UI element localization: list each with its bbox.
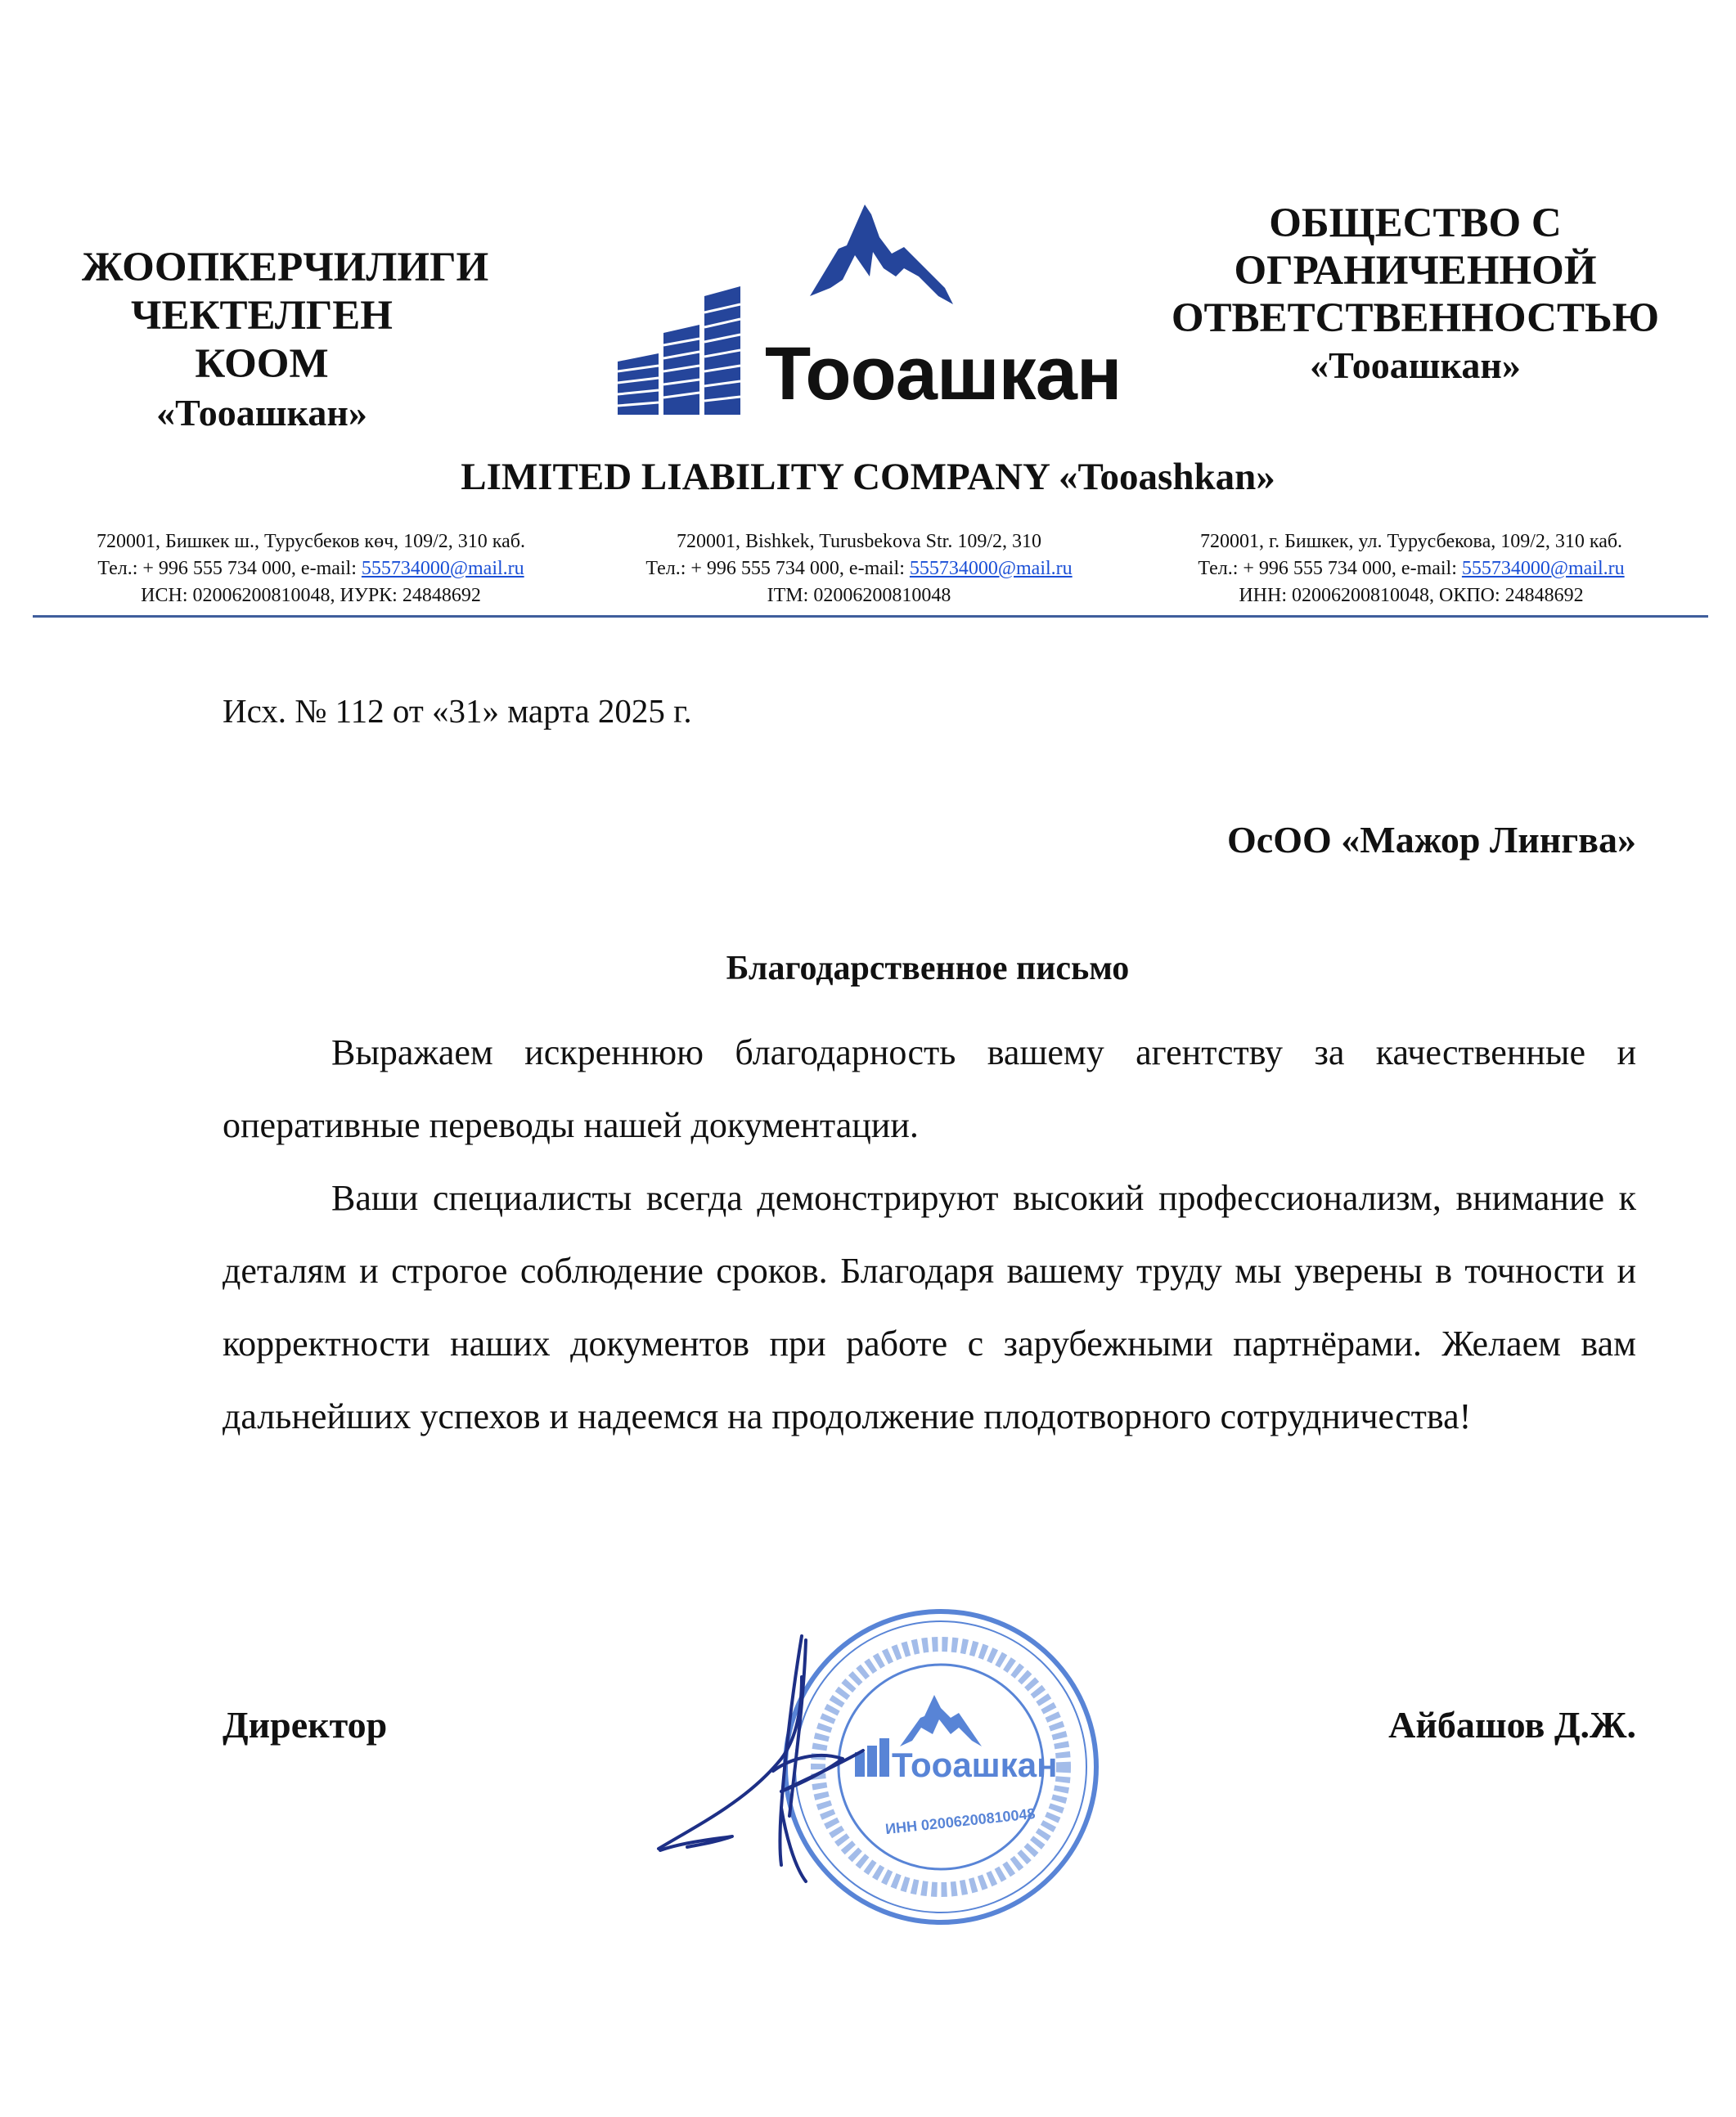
handwritten-signature <box>650 1628 896 1890</box>
company-name-kyrgyz <box>82 244 489 437</box>
mountain-icon <box>810 205 953 304</box>
phone-line <box>1125 555 1698 582</box>
letter-title: Благодарственное письмо <box>726 950 1130 987</box>
phone: Тел.: + 996 555 734 000, e-mail: <box>97 558 362 579</box>
email-link[interactable]: 555734000@mail.ru <box>361 558 524 579</box>
company-name-english: LIMITED LIABILITY COMPANY «Tooashkan» <box>461 456 1275 498</box>
address: 720001, Bishkek, Turusbekova Str. 109/2, 310 <box>676 531 1042 552</box>
reference-number: Исх. № 112 от «31» марта 2025 г. <box>223 692 692 730</box>
phone: Тел.: + 996 555 734 000, e-mail: <box>645 558 910 579</box>
email-link[interactable]: 555734000@mail.ru <box>1461 558 1625 579</box>
kg-name: «Тооашкан» <box>156 392 367 434</box>
stamp-logo-text: Тооашкан <box>892 1746 1058 1784</box>
contacts-russian <box>1125 528 1698 609</box>
registration-ids: ITM: 02006200810048 <box>767 585 951 606</box>
contacts-english <box>581 528 1137 609</box>
paragraph-1: Выражаем искреннюю благодарность вашему агентству за качественные и оперативные переводы нашей документации. <box>223 1032 1636 1145</box>
logo-wordmark: Тооашкан <box>765 332 1122 416</box>
paragraph-2: Ваши специалисты всегда демонстрируют высокий профессионализм, внимание к деталям и строгое соблюдение сроков. Благодаря вашему труду мы уверены в точности и корректности наших документов при работе с зарубежными партнёрами. Желаем вам дальнейших успехов и надеемся на продолжение плодотворного сотрудничества! <box>223 1178 1636 1436</box>
signatory-role: Директор <box>223 1704 388 1746</box>
registration-ids: ИСН: 02006200810048, ИУРК: 24848692 <box>141 585 481 606</box>
ru-line3: ОТВЕТСТВЕННОСТЬЮ <box>1171 295 1660 341</box>
email-link[interactable]: 555734000@mail.ru <box>909 558 1073 579</box>
ru-name: «Тооашкан» <box>1310 344 1521 386</box>
phone: Тел.: + 996 555 734 000, e-mail: <box>1198 558 1462 579</box>
ru-line2: ОГРАНИЧЕННОЙ <box>1234 248 1597 294</box>
recipient: ОсОО «Мажор Лингва» <box>1227 819 1636 861</box>
company-name-russian <box>1145 200 1685 389</box>
header-divider <box>33 615 1708 618</box>
letter-body <box>223 1016 1636 1453</box>
kg-line1: ЖООПКЕРЧИЛИГИ <box>82 245 489 290</box>
stamp-inn-text: ИНН 02006200810048 <box>884 1805 1037 1838</box>
kg-line2: ЧЕКТЕЛГЕН КООМ <box>131 293 393 387</box>
address: 720001, Бишкек ш., Турусбеков көч, 109/2, 310 каб. <box>97 531 525 552</box>
ru-line1: ОБЩЕСТВО С <box>1269 200 1562 246</box>
phone-line <box>33 555 589 582</box>
address: 720001, г. Бишкек, ул. Турусбекова, 109/2, 310 каб. <box>1199 531 1623 552</box>
registration-ids: ИНН: 02006200810048, ОКПО: 24848692 <box>1239 585 1584 606</box>
contacts-kyrgyz <box>33 528 589 609</box>
signatory-name: Айбашов Д.Ж. <box>1388 1704 1636 1746</box>
phone-line <box>581 555 1137 582</box>
